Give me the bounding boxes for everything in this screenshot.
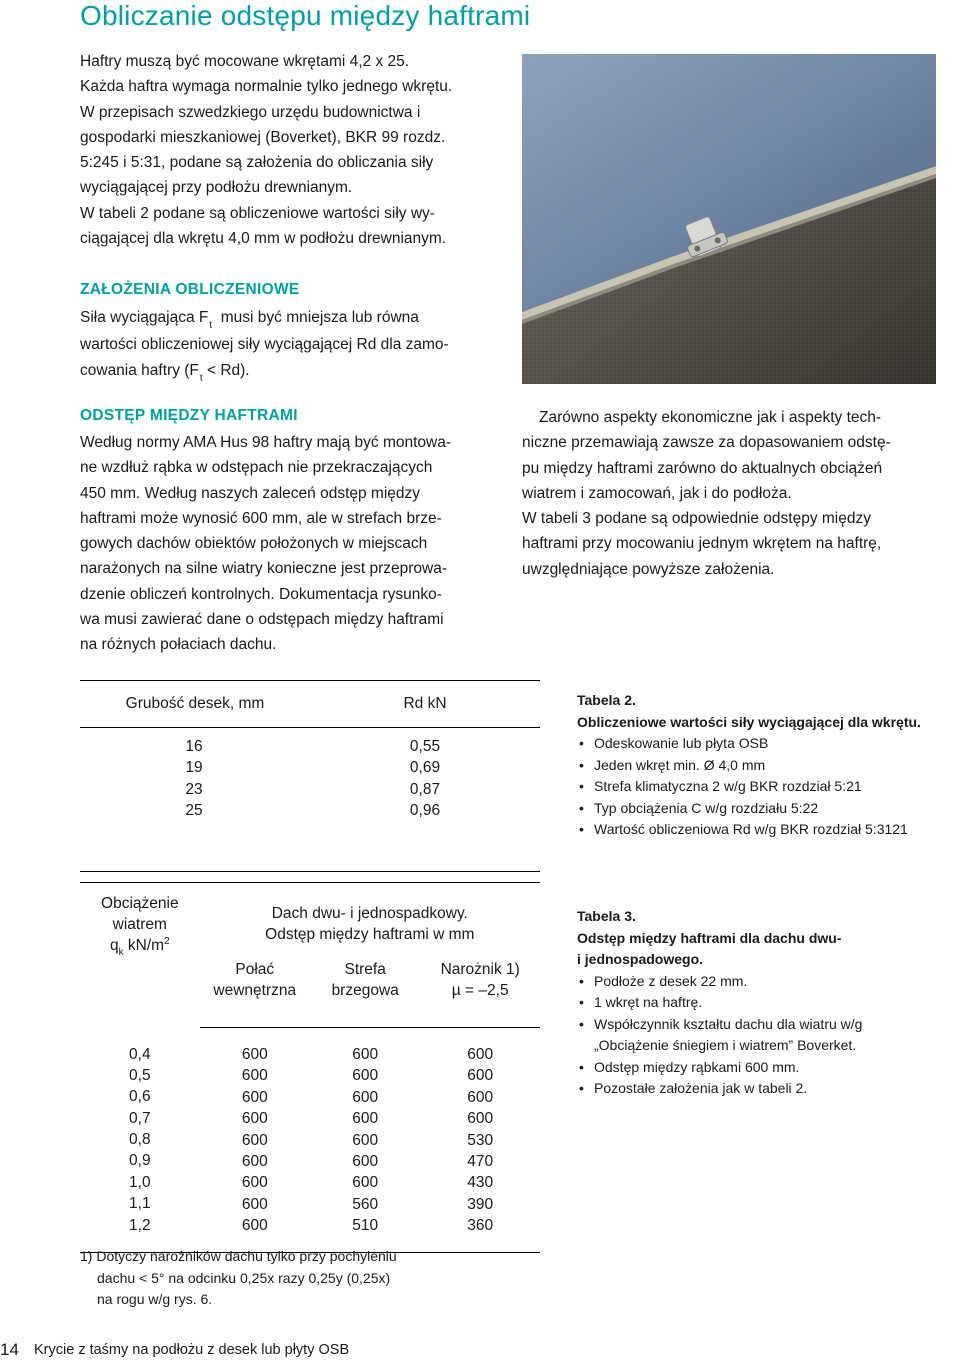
table-2-header-rd: Rd kN [310,681,540,728]
assumptions-paragraph [80,305,449,385]
header-line: wewnętrzna [213,982,297,999]
list-item-text: „Obciążenie śniegiem i wiatrem” Boverket. [594,1037,857,1053]
caption-title: Tabela 3. [577,908,636,924]
table-2-header-thickness: Grubość desek, mm [80,681,310,728]
table-cell: 600 [241,1088,268,1106]
table-cell: 600 [352,1046,379,1063]
table-cell: 600 [352,1088,379,1106]
table-cell: 1,2 [129,1216,151,1234]
table-cell: 600 [241,1195,268,1213]
table-3-header-corner [420,959,540,1028]
text-line: gospodarki mieszkaniowej (Boverket), BKR 99 rozdz. [80,128,446,146]
text-fragment: < Rd). [202,361,250,379]
table-cell: 600 [352,1131,379,1149]
table-3-header-edge [310,959,420,1028]
spacing-paragraph [80,430,451,658]
page-footer: Krycie z taśmy na podłożu z desek lub płyty OSB [34,1342,350,1358]
page-number: 14 [0,1340,19,1359]
text-line [80,358,449,385]
table-cell: 0,96 [409,802,441,820]
list-item: • Strefa klimatyczna 2 w/g BKR rozdział 5:21 [577,776,921,798]
table-cell: 600 [241,1110,268,1128]
footnote-line: 1) Dotyczy narożników dachu tylko przy pochyleniu [80,1248,397,1264]
footnote-line: dachu < 5° na odcinku 0,25x razy 0,25y (0,25x) [97,1269,391,1286]
table-2-col-rd [310,728,540,872]
table-cell: 0,55 [409,738,441,755]
caption-subtitle: Obliczeniowe wartości siły wyciągającej dla wkrętu. [577,713,921,730]
table-3-col-load [80,1028,200,1253]
section-heading-assumptions: ZAŁOŻENIA OBLICZENIOWE [80,281,300,298]
table-cell: 600 [241,1067,268,1085]
table-cell: 600 [241,1046,268,1063]
text-line: wyciągającej przy podłożu drewnianym. [80,179,353,197]
table-2-caption [577,690,921,841]
footnote [80,1246,397,1311]
table-cell: 0,69 [409,759,441,777]
footnote-line: na rogu w/g rys. 6. [97,1291,213,1307]
list-item [577,1014,862,1057]
text-fragment: cowania haftry (F [80,361,199,379]
header-line: Odstęp między haftrami w mm [265,926,475,943]
table-cell: 600 [241,1131,268,1149]
table-cell: 470 [467,1152,494,1170]
table-cell: 530 [467,1131,494,1149]
table-cell: 600 [352,1110,379,1128]
text-line [80,305,449,332]
header-line: µ = –2,5 [451,982,509,999]
header-line: Obciążenie [101,895,179,912]
header-line: Dach dwu- i jednospadkowy. [271,905,468,922]
text-line: wa musi zawierać dane o odstępach między haftrami [80,611,444,629]
table-cell: 390 [467,1195,494,1213]
table-cell: 600 [241,1217,268,1235]
table-cell: 600 [352,1067,379,1085]
text-line: W tabeli 2 podane są obliczeniowe wartości siły wy- [80,204,435,222]
list-item: • Odstęp między rąbkami 600 mm. [577,1057,862,1079]
table-cell: 600 [241,1152,268,1170]
table-cell: 600 [352,1152,379,1170]
table-cell: 600 [467,1046,494,1063]
table-cell: 0,7 [129,1109,151,1127]
text-line: haftrami może wynosić 600 mm, ale w strefach brze- [80,509,442,527]
table-cell: 0,5 [129,1066,151,1084]
table-cell: 0,6 [129,1088,151,1106]
text-line: W tabeli 3 podane są odpowiednie odstępy między [522,510,871,528]
table-3-group-header [200,883,540,960]
caption-subtitle: i jednospadowego. [577,951,704,967]
table-2-col-thickness [80,728,310,872]
table-3-col-edge [310,1028,420,1253]
text-line: Według normy AMA Hus 98 haftry mają być montowa- [80,434,452,451]
table-cell: 510 [352,1217,379,1235]
list-item: • Wartość obliczeniowa Rd w/g BKR rozdział 5:3121 [577,819,921,841]
caption-list [577,733,921,841]
text-line: dzenie obliczeń kontrolnych. Dokumentacja rysunko- [80,585,442,603]
table-2 [80,680,540,872]
list-item: • Podłoże z desek 22 mm. [577,971,862,993]
text-line: na różnych połaciach dachu. [80,636,277,654]
table-3-col-corner [420,1028,540,1253]
text-line: uwzględniające powyższe założenia. [522,560,775,578]
header-line: Narożnik 1) [440,961,520,978]
list-item: • Pozostałe założenia jak w tabeli 2. [577,1078,862,1100]
table-cell: 360 [467,1217,494,1235]
text-line: Każda haftra wymaga normalnie tylko jednego wkrętu. [80,78,453,96]
table-cell: 0,4 [129,1045,151,1063]
header-line: wiatrem [112,916,167,933]
header-line: brzegowa [331,982,399,999]
list-item: • 1 wkręt na haftrę. [577,992,862,1014]
table-cell: 25 [185,802,203,820]
table-cell: 23 [185,780,203,798]
table-cell: 600 [467,1110,494,1128]
list-item: • Jeden wkręt min. Ø 4,0 mm [577,755,921,777]
table-3-col-inner [200,1028,310,1253]
table-cell: 0,8 [129,1131,151,1149]
caption-title: Tabela 2. [577,692,636,708]
table-cell: 19 [185,759,203,777]
table-cell: 600 [467,1067,494,1085]
text-line: gowych dachów obiektów położonych w miejscach [80,535,428,553]
text-line: ciągającej dla wkrętu 4,0 mm w podłożu drewnianym. [80,230,447,248]
text-line: ne wzdłuż rąbka w odstępach nie przekraczających [80,459,433,477]
table-3 [80,882,540,1253]
table-3-header-load [80,883,200,1028]
caption-list [577,971,862,1100]
table-cell: 1,1 [129,1195,151,1213]
text-line: 5:245 i 5:31, podane są założenia do obliczania siły [80,154,434,172]
text-line: 450 mm. Według naszych zaleceń odstęp między [80,484,421,502]
text-line: niczne przemawiają zawsze za dopasowaniem odstę- [522,434,891,452]
text-line: wartości obliczeniowej siły wyciągającej Rd dla zamo- [80,336,449,354]
table-cell: 600 [467,1088,494,1106]
caption-subtitle: Odstęp między haftrami dla dachu dwu- [577,929,842,946]
list-item: • Odeskowanie lub płyta OSB [577,733,921,755]
subscript: k [118,947,124,958]
header-line: Strefa [344,961,386,978]
subscript: t [199,372,203,384]
text-fragment: Siła wyciągająca F [80,309,209,326]
text-fragment: q [109,937,119,954]
page-title: Obliczanie odstępu między haftrami [80,0,531,31]
subscript: t [209,320,213,331]
section-heading-spacing: ODSTĘP MIĘDZY HAFTRAMI [80,407,298,424]
table-cell: 16 [185,738,203,755]
table-cell: 0,87 [409,780,441,798]
superscript: 2 [164,936,170,947]
intro-paragraph [80,49,452,251]
table-cell: 560 [352,1195,379,1213]
text-line: Zarówno aspekty ekonomiczne jak i aspekty tech- [539,409,882,426]
header-line [80,935,200,958]
text-fragment: musi być mniejsza lub równa [220,309,419,326]
list-item: • Typ obciążenia C w/g rozdziału 5:22 [577,798,921,820]
table-cell: 600 [241,1174,268,1192]
table-cell: 600 [352,1174,379,1192]
text-line: haftrami przy mocowaniu jednym wkrętem na haftrę, [522,535,882,553]
text-line: W przepisach szwedzkiego urzędu budownictwa i [80,103,421,121]
right-paragraph [522,405,891,582]
table-3-caption [577,906,862,1100]
text-fragment: kN/m [123,937,165,954]
header-line: Połać [235,961,275,978]
table-3-header-inner [200,959,310,1028]
table-cell: 0,9 [129,1152,151,1170]
list-item-text: Współczynnik kształtu dachu dla wiatru w/g [594,1015,863,1032]
text-line: pu między haftrami zarówno do aktualnych obciążeń [522,459,883,477]
table-cell: 430 [467,1174,494,1192]
text-line: wiatrem i zamocowań, jak i do podłoża. [522,484,792,502]
text-line: narażonych na silne wiatry konieczne jest przeprowa- [80,560,448,578]
roof-photo [522,54,936,384]
table-cell: 1,0 [129,1173,151,1191]
text-line: Haftry muszą być mocowane wkrętami 4,2 x 25. [80,53,410,70]
